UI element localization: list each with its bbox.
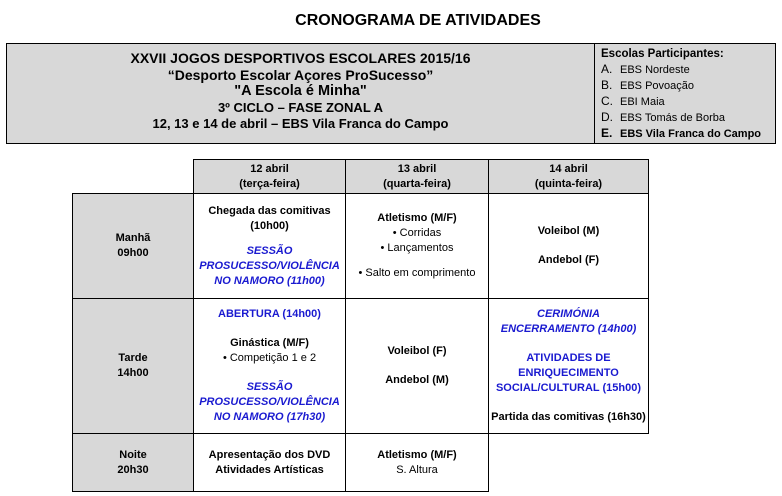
cell-night-14 — [489, 434, 649, 492]
cell-afternoon-14 — [489, 299, 649, 434]
cell-afternoon-12 — [194, 299, 346, 434]
day-header-12 — [194, 160, 346, 194]
period-morning — [73, 194, 194, 299]
event-motto: "A Escola é Minha" — [234, 83, 367, 99]
corner-cell — [73, 160, 194, 194]
session-title: SESSÃO — [246, 381, 293, 393]
school-letter: E. — [601, 126, 613, 140]
activity-text: Partida das comitivas (16h30) — [491, 411, 646, 423]
schedule-table — [72, 159, 649, 492]
schools-heading: Escolas Participantes: — [601, 48, 724, 60]
school-letter: A. — [601, 62, 613, 76]
closing-ceremony: ENCERRAMENTO (14h00) — [500, 323, 637, 335]
activity-text: Atletismo (M/F) — [377, 448, 457, 461]
period-night — [73, 434, 194, 492]
school-item — [601, 126, 773, 142]
activity-text: Andebol (M) — [385, 374, 449, 386]
activity-bullet: • Corridas — [392, 227, 442, 239]
cell-morning-13 — [346, 194, 489, 299]
school-name: EBS Vila Franca do Campo — [620, 128, 762, 140]
school-name: EBS Tomás de Borba — [620, 112, 725, 124]
event-phase: 3º CICLO – FASE ZONAL A — [217, 99, 384, 115]
activity-bullet: • Competição 1 e 2 — [222, 352, 317, 364]
event-name: XXVII JOGOS DESPORTIVOS ESCOLARES 2015/16 — [130, 50, 471, 66]
cell-morning-14 — [489, 194, 649, 299]
session-title: SESSÃO — [246, 244, 293, 257]
cell-morning-12 — [194, 194, 346, 299]
school-item — [601, 94, 773, 110]
session-title: PROSUCESSO/VIOLÊNCIA — [199, 396, 340, 408]
activity-text: Voleibol (M) — [537, 225, 600, 237]
period-name: Tarde — [118, 352, 148, 364]
session-title: PROSUCESSO/VIOLÊNCIA — [199, 259, 340, 272]
participating-schools — [601, 47, 773, 142]
enrichment-activities: SOCIAL/CULTURAL (15h00) — [495, 382, 642, 394]
period-name: Noite — [119, 448, 147, 461]
event-slogan: “Desporto Escolar Açores ProSucesso” — [167, 66, 434, 83]
activity-text: Ginástica (M/F) — [230, 337, 309, 349]
activity-text: Atividades Artísticas — [215, 463, 324, 476]
day-date: 14 abril — [549, 162, 588, 175]
period-name: Manhã — [115, 232, 151, 244]
session-title: NO NAMORO (11h00) — [214, 274, 325, 287]
school-letter: B. — [601, 78, 613, 92]
period-afternoon — [73, 299, 194, 434]
day-date: 12 abril — [250, 162, 289, 175]
activity-text: Andebol (F) — [537, 254, 600, 266]
enrichment-activities: ATIVIDADES DE — [526, 352, 611, 364]
activity-bullet: • Salto em comprimento — [358, 267, 476, 279]
school-item — [601, 110, 773, 126]
school-name: EBS Povoação — [620, 80, 694, 92]
school-letter: D. — [601, 110, 613, 124]
day-weekday: (terça-feira) — [239, 177, 300, 190]
day-header-14 — [489, 160, 649, 194]
table-row-night — [73, 434, 649, 492]
school-name: EBI Maia — [620, 96, 665, 108]
school-item — [601, 78, 773, 94]
day-weekday: (quarta-feira) — [383, 177, 451, 190]
day-weekday: (quinta-feira) — [534, 177, 603, 190]
activity-text: Voleibol (F) — [387, 345, 447, 357]
day-header-13 — [346, 160, 489, 194]
session-title: NO NAMORO (17h30) — [213, 411, 326, 423]
enrichment-activities: ENRIQUECIMENTO — [518, 367, 619, 379]
day-date: 13 abril — [397, 162, 437, 175]
cell-night-12 — [194, 434, 346, 492]
event-header — [6, 43, 776, 144]
activity-text: Apresentação dos DVD — [208, 448, 331, 461]
period-time: 20h30 — [117, 463, 149, 476]
opening-ceremony: ABERTURA (14h00) — [218, 308, 321, 320]
period-time: 09h00 — [117, 247, 149, 259]
event-info — [7, 44, 595, 143]
school-letter: C. — [601, 94, 613, 108]
activity-text: Atletismo (M/F) — [377, 212, 457, 224]
event-dates-venue: 12, 13 e 14 de abril – EBS Vila Franca do Campo — [152, 116, 449, 131]
table-row-morning — [73, 194, 649, 299]
activity-text: S. Altura — [396, 463, 438, 476]
table-header-row — [73, 160, 649, 194]
activity-time: (10h00) — [250, 219, 289, 232]
school-name: EBS Nordeste — [620, 64, 690, 76]
activity-bullet: • Lançamentos — [380, 242, 454, 254]
closing-ceremony: CERIMÓNIA — [537, 308, 600, 320]
cell-night-13 — [346, 434, 489, 492]
page-title: CRONOGRAMA DE ATIVIDADES — [295, 12, 541, 29]
activity-text: Chegada das comitivas — [208, 204, 331, 217]
table-row-afternoon — [73, 299, 649, 434]
school-item — [601, 62, 773, 78]
cell-afternoon-13 — [346, 299, 489, 434]
period-time: 14h00 — [117, 367, 149, 379]
